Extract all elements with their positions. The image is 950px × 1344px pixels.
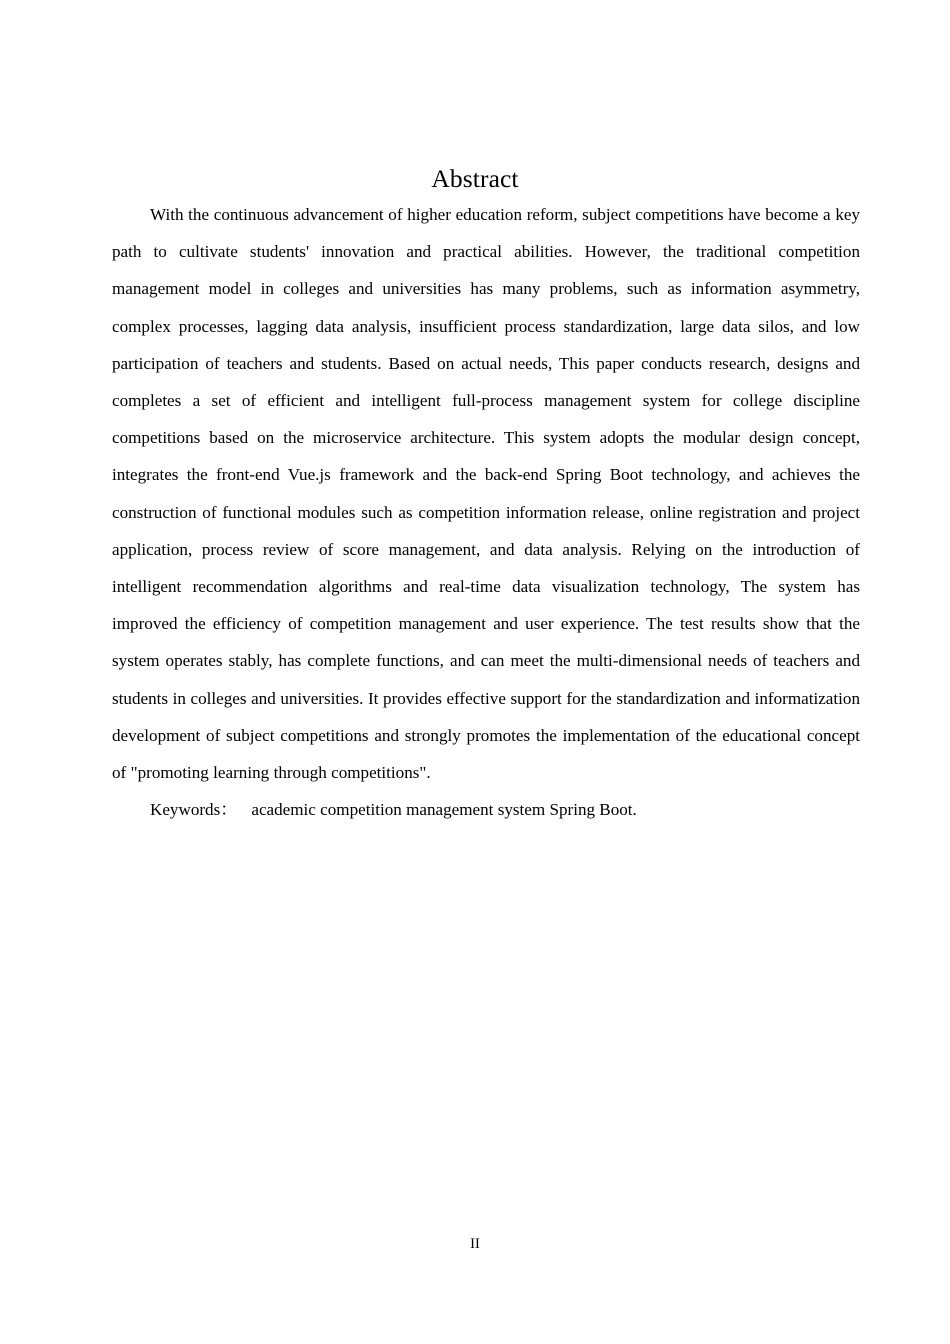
page-number: II [470, 1236, 480, 1252]
abstract-body [112, 196, 860, 828]
abstract-paragraph: With the continuous advancement of higher education reform, subject competitions have become a key path to cultivate students' innovation and practical abilities. However, the traditional competition management model in colleges and universities has many problems, such as information asymmetry, complex processes, lagging data analysis, insufficient process standardization, large data silos, and low participation of teachers and students. Based on actual needs, This paper conducts research, designs and completes a set of efficient and intelligent full-process management system for college discipline competitions based on the microservice architecture. This system adopts the modular design concept, integrates the front-end Vue.js framework and the back-end Spring Boot technology, and achieves the construction of functional modules such as competition information release, online registration and project application, process review of score management, and data analysis. Relying on the introduction of intelligent recommendation algorithms and real-time data visualization technology, The system has improved the efficiency of competition management and user experience. The test results show that the system operates stably, has complete functions, and can meet the multi-dimensional needs of teachers and students in colleges and universities. It provides effective support for the standardization and informatization development of subject competitions and strongly promotes the implementation of the educational concept of "promoting learning through competitions". [112, 205, 860, 783]
keywords-label: Keywords： [150, 800, 238, 820]
keywords-line [112, 791, 860, 828]
page-title: Abstract [431, 164, 519, 194]
keywords-value: academic competition management system Spring Boot. [251, 800, 637, 820]
